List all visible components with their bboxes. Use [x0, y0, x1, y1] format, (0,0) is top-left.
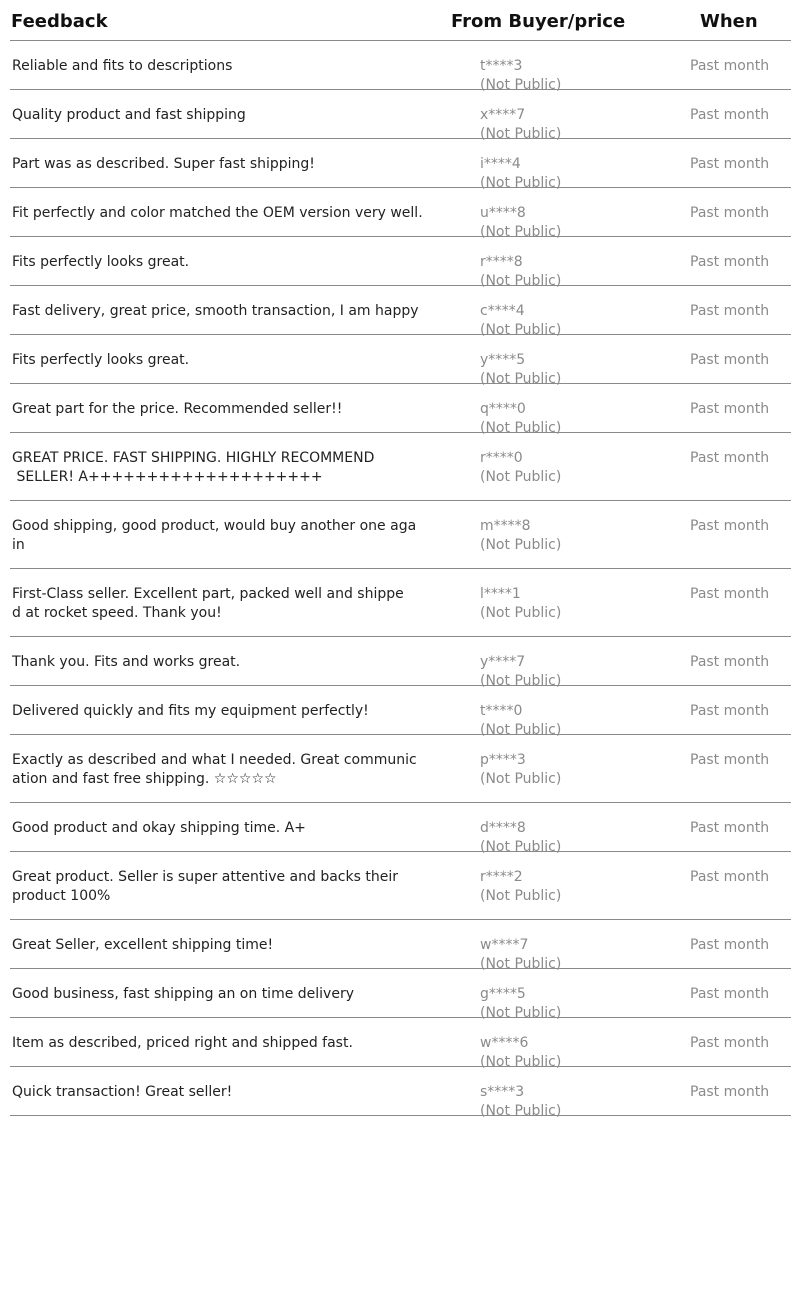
- when-text: Past month: [690, 205, 770, 221]
- table-row: [10, 686, 791, 738]
- feedback-text: Fits perfectly looks great.: [12, 254, 190, 270]
- table-row: [10, 803, 791, 855]
- buyer-visibility: (Not Public): [480, 771, 562, 787]
- buyer-name: l****1: [480, 586, 521, 602]
- table-row: [10, 1067, 791, 1119]
- when-text: Past month: [690, 156, 770, 172]
- buyer-visibility: (Not Public): [480, 175, 562, 191]
- feedback-column-header: Feedback: [11, 11, 108, 32]
- feedback-text: First-Class seller. Excellent part, packed well and shippe d at rocket speed. Thank you!: [12, 586, 404, 621]
- feedback-text: Reliable and fits to descriptions: [12, 58, 233, 74]
- feedback-text: Quality product and fast shipping: [12, 107, 246, 123]
- buyer-name: y****7: [480, 654, 526, 670]
- table-row: [10, 969, 791, 1021]
- buyer-visibility: (Not Public): [480, 1103, 562, 1119]
- buyer-visibility: (Not Public): [480, 420, 562, 436]
- when-text: Past month: [690, 586, 770, 602]
- feedback-text: Part was as described. Super fast shipping!: [12, 156, 315, 172]
- buyer-name: i****4: [480, 156, 521, 172]
- feedback-text: Good shipping, good product, would buy another one aga in: [12, 518, 417, 553]
- when-text: Past month: [690, 752, 770, 768]
- when-text: Past month: [690, 518, 770, 534]
- buyer-name: r****0: [480, 450, 523, 466]
- table-row: [10, 569, 791, 637]
- buyer-visibility: (Not Public): [480, 888, 562, 904]
- table-row: [10, 852, 791, 920]
- when-text: Past month: [690, 107, 770, 123]
- buyer-name: r****8: [480, 254, 523, 270]
- when-text: Past month: [690, 1084, 770, 1100]
- feedback-text: Good product and okay shipping time. A+: [12, 820, 306, 836]
- buyer-visibility: (Not Public): [480, 273, 562, 289]
- table-row: [10, 41, 791, 93]
- buyer-name: g****5: [480, 986, 526, 1002]
- buyer-name: p****3: [480, 752, 526, 768]
- buyer-cell: [480, 868, 561, 906]
- feedback-text: Fast delivery, great price, smooth transaction, I am happy: [12, 303, 419, 319]
- feedback-table: [10, 0, 791, 1119]
- buyer-visibility: (Not Public): [480, 956, 562, 972]
- buyer-cell: [480, 517, 561, 555]
- buyer-name: s****3: [480, 1084, 525, 1100]
- when-text: Past month: [690, 937, 770, 953]
- buyer-name: r****2: [480, 869, 523, 885]
- when-text: Past month: [690, 1035, 770, 1051]
- when-text: Past month: [690, 703, 770, 719]
- when-text: Past month: [690, 58, 770, 74]
- buyer-column-header: From Buyer/price: [451, 11, 626, 32]
- feedback-text: Great product. Seller is super attentive and backs their product 100%: [12, 869, 398, 904]
- buyer-visibility: (Not Public): [480, 839, 562, 855]
- buyer-visibility: (Not Public): [480, 605, 562, 621]
- buyer-cell: [480, 585, 561, 623]
- when-text: Past month: [690, 450, 770, 466]
- when-text: Past month: [690, 654, 770, 670]
- buyer-cell: [480, 1083, 561, 1121]
- buyer-name: t****3: [480, 58, 523, 74]
- buyer-name: d****8: [480, 820, 526, 836]
- buyer-visibility: (Not Public): [480, 537, 562, 553]
- when-text: Past month: [690, 303, 770, 319]
- table-row: [10, 735, 791, 803]
- buyer-name: u****8: [480, 205, 526, 221]
- buyer-visibility: (Not Public): [480, 673, 562, 689]
- buyer-visibility: (Not Public): [480, 126, 562, 142]
- table-row: [10, 384, 791, 436]
- table-row: [10, 637, 791, 689]
- table-row: [10, 286, 791, 338]
- table-row: [10, 1018, 791, 1070]
- feedback-text: Quick transaction! Great seller!: [12, 1084, 233, 1100]
- buyer-cell: [480, 751, 561, 789]
- when-text: Past month: [690, 869, 770, 885]
- when-text: Past month: [690, 352, 770, 368]
- buyer-visibility: (Not Public): [480, 1054, 562, 1070]
- feedback-text: Exactly as described and what I needed. Great communic ation and fast free shipping. ☆☆☆☆☆: [12, 752, 417, 787]
- table-row: [10, 501, 791, 569]
- buyer-visibility: (Not Public): [480, 371, 562, 387]
- buyer-visibility: (Not Public): [480, 722, 562, 738]
- buyer-visibility: (Not Public): [480, 469, 562, 485]
- feedback-text: Great Seller, excellent shipping time!: [12, 937, 274, 953]
- table-row: [10, 335, 791, 387]
- when-text: Past month: [690, 820, 770, 836]
- when-text: Past month: [690, 401, 770, 417]
- buyer-visibility: (Not Public): [480, 77, 562, 93]
- table-row: [10, 90, 791, 142]
- when-text: Past month: [690, 254, 770, 270]
- buyer-visibility: (Not Public): [480, 1005, 562, 1021]
- buyer-visibility: (Not Public): [480, 224, 562, 240]
- feedback-text: Good business, fast shipping an on time delivery: [12, 986, 354, 1002]
- table-header: [10, 0, 791, 41]
- feedback-text: Delivered quickly and fits my equipment perfectly!: [12, 703, 369, 719]
- feedback-text: Great part for the price. Recommended seller!!: [12, 401, 343, 417]
- buyer-name: w****6: [480, 1035, 529, 1051]
- buyer-name: x****7: [480, 107, 526, 123]
- buyer-name: c****4: [480, 303, 525, 319]
- table-row: [10, 237, 791, 289]
- feedback-text: Thank you. Fits and works great.: [12, 654, 241, 670]
- buyer-name: q****0: [480, 401, 526, 417]
- feedback-text: Item as described, priced right and shipped fast.: [12, 1035, 353, 1051]
- table-row: [10, 188, 791, 240]
- buyer-cell: [480, 449, 561, 487]
- table-row: [10, 139, 791, 191]
- feedback-text: Fit perfectly and color matched the OEM version very well.: [12, 205, 423, 221]
- table-row: [10, 920, 791, 972]
- table-row: [10, 433, 791, 501]
- when-column-header: When: [700, 11, 758, 32]
- when-text: Past month: [690, 986, 770, 1002]
- feedback-text: GREAT PRICE. FAST SHIPPING. HIGHLY RECOMMEND SELLER! A++++++++++++++++++++: [12, 450, 375, 485]
- buyer-name: t****0: [480, 703, 523, 719]
- buyer-visibility: (Not Public): [480, 322, 562, 338]
- feedback-text: Fits perfectly looks great.: [12, 352, 190, 368]
- buyer-name: w****7: [480, 937, 529, 953]
- buyer-name: m****8: [480, 518, 531, 534]
- buyer-name: y****5: [480, 352, 526, 368]
